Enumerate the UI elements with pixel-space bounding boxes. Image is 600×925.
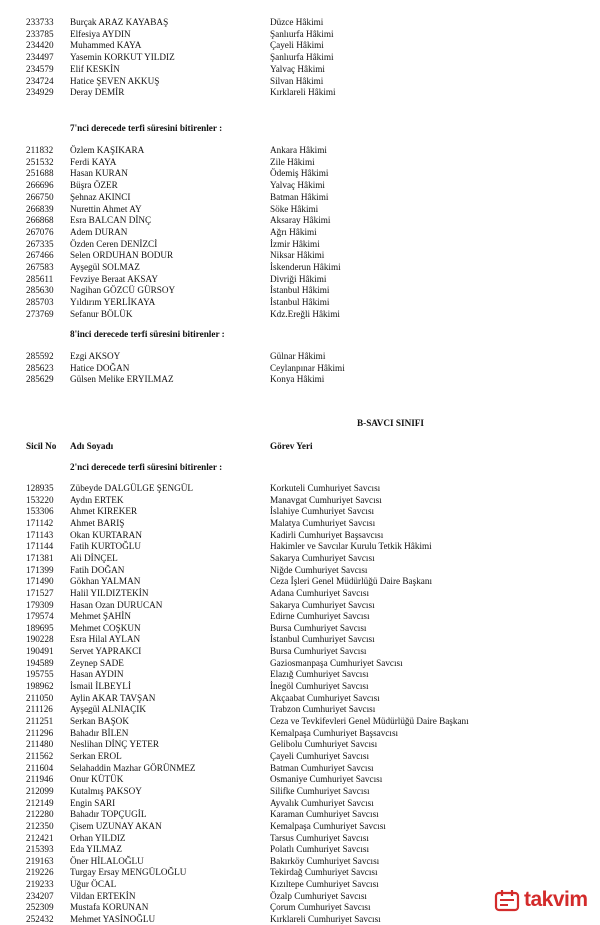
sicil-number: 171144 bbox=[26, 541, 54, 552]
sicil-number: 285630 bbox=[26, 285, 54, 296]
takvim-watermark bbox=[494, 886, 594, 916]
sicil-number: 211562 bbox=[26, 750, 54, 761]
person-name: Zeynep SADE bbox=[70, 657, 124, 668]
duty-place: Niğde Cumhuriyet Savcısı bbox=[270, 564, 368, 575]
list-item bbox=[0, 750, 600, 762]
list-item bbox=[0, 843, 600, 855]
person-name: Ahmet KIREKER bbox=[70, 506, 138, 517]
sicil-number: 252309 bbox=[26, 902, 54, 913]
person-name: Elif KESKİN bbox=[70, 63, 120, 74]
person-name: Mehmet YASİNOĞLU bbox=[70, 914, 156, 925]
list-item bbox=[0, 16, 600, 28]
person-name: Muhammed KAYA bbox=[70, 40, 142, 51]
list-item bbox=[0, 727, 600, 739]
person-name: Mustafa KORUNAN bbox=[70, 902, 149, 913]
list-item bbox=[0, 610, 600, 622]
list-item bbox=[0, 75, 600, 87]
person-name: Sefanur BÖLÜK bbox=[70, 308, 133, 319]
person-name: Öner HİLALOĞLU bbox=[70, 855, 144, 866]
duty-place: Bakırköy Cumhuriyet Savcısı bbox=[270, 855, 380, 866]
duty-place: Akçaabat Cumhuriyet Savcısı bbox=[270, 692, 380, 703]
list-item bbox=[0, 86, 600, 98]
person-name: Eda YILMAZ bbox=[70, 844, 122, 855]
duty-place: Yalvaç Hâkimi bbox=[270, 63, 325, 74]
list-item bbox=[0, 633, 600, 645]
sicil-number: 285623 bbox=[26, 362, 54, 373]
person-name: Serkan EROL bbox=[70, 750, 122, 761]
person-name: Burçak ARAZ KAYABAŞ bbox=[70, 17, 169, 27]
sicil-number: 233733 bbox=[26, 17, 54, 27]
list-item bbox=[0, 785, 600, 797]
person-name: Hasan AYDIN bbox=[70, 669, 124, 680]
sicil-number: 179574 bbox=[26, 611, 54, 622]
duty-place: Osmaniye Cumhuriyet Savcısı bbox=[270, 774, 383, 785]
sicil-number: 234724 bbox=[26, 75, 54, 86]
duty-place: Gaziosmanpaşa Cumhuriyet Savcısı bbox=[270, 657, 403, 668]
sicil-number: 198962 bbox=[26, 681, 54, 692]
person-name: Çisem UZUNAY AKAN bbox=[70, 820, 162, 831]
duty-place: Tekirdağ Cumhuriyet Savcısı bbox=[270, 867, 378, 878]
duty-place: Silifke Cumhuriyet Savcısı bbox=[270, 785, 370, 796]
list-item bbox=[0, 645, 600, 657]
duty-place: Manavgat Cumhuriyet Savcısı bbox=[270, 494, 382, 505]
duty-place: Kemalpaşa Cumhuriyet Savcısı bbox=[270, 820, 386, 831]
person-name: Özlem KAŞIKARA bbox=[70, 145, 145, 155]
sicil-number: 171399 bbox=[26, 564, 54, 575]
sicil-number: 252432 bbox=[26, 914, 54, 925]
duty-place: Batman Cumhuriyet Savcısı bbox=[270, 762, 374, 773]
list-item bbox=[0, 373, 600, 385]
sicil-number: 211050 bbox=[26, 692, 54, 703]
duty-place: Malatya Cumhuriyet Savcısı bbox=[270, 517, 376, 528]
watermark-text: takvim bbox=[524, 888, 588, 911]
sicil-number: 211946 bbox=[26, 774, 54, 785]
list-item bbox=[0, 203, 600, 215]
person-name: Okan KURTARAN bbox=[70, 529, 142, 540]
sicil-number: 179309 bbox=[26, 599, 54, 610]
sicil-number: 190228 bbox=[26, 634, 54, 645]
list-item bbox=[0, 703, 600, 715]
duty-place: Yalvaç Hâkimi bbox=[270, 180, 325, 191]
sicil-number: 234929 bbox=[26, 87, 54, 98]
person-name: Esra Hilal AYLAN bbox=[70, 634, 141, 645]
person-name: Onur KÜTÜK bbox=[70, 774, 124, 785]
list-item bbox=[0, 552, 600, 564]
list-item bbox=[0, 51, 600, 63]
list-item bbox=[0, 599, 600, 611]
person-name: Zübeyde DALGÜLGE ŞENGÜL bbox=[70, 483, 193, 493]
duty-place: İstanbul Hâkimi bbox=[270, 297, 330, 308]
sicil-number: 251532 bbox=[26, 156, 54, 167]
duty-place: Kırklareli Cumhuriyet Savcısı bbox=[270, 914, 381, 925]
person-name: Ferdi KAYA bbox=[70, 156, 117, 167]
sicil-number: 153220 bbox=[26, 494, 54, 505]
person-name: Bahadır TOPÇUGİL bbox=[70, 809, 147, 820]
person-name: Gülsen Melike ERYILMAZ bbox=[70, 374, 174, 385]
duty-place: Ceza ve Tevkifevleri Genel Müdürlüğü Daire Başkanı bbox=[270, 716, 469, 726]
person-name: Yıldırım YERLİKAYA bbox=[70, 297, 156, 308]
duty-place: Kırklareli Hâkimi bbox=[270, 87, 336, 98]
duty-place: Çayeli Hâkimi bbox=[270, 40, 324, 51]
person-name: Orhan YILDIZ bbox=[70, 832, 126, 843]
duty-place: Şanlıurfa Hâkimi bbox=[270, 28, 334, 39]
list-item bbox=[0, 191, 600, 203]
list-item bbox=[0, 622, 600, 634]
list-item bbox=[0, 167, 600, 179]
sicil-number: 212149 bbox=[26, 797, 54, 808]
column-header-place: Görev Yeri bbox=[270, 441, 313, 451]
sicil-number: 285629 bbox=[26, 374, 54, 385]
list-item bbox=[0, 808, 600, 820]
person-name: Ezgi AKSOY bbox=[70, 351, 121, 361]
list-item bbox=[0, 540, 600, 552]
person-name: Elfesiya AYDIN bbox=[70, 28, 131, 39]
list-item bbox=[0, 820, 600, 832]
column-header-sicil: Sicil No bbox=[26, 441, 57, 451]
duty-place: Ağrı Hâkimi bbox=[270, 226, 317, 237]
sicil-number: 251688 bbox=[26, 168, 54, 179]
duty-place: Trabzon Cumhuriyet Savcısı bbox=[270, 704, 376, 715]
duty-place: Elazığ Cumhuriyet Savcısı bbox=[270, 669, 369, 680]
duty-place: Konya Hâkimi bbox=[270, 374, 325, 385]
duty-place: İstanbul Cumhuriyet Savcısı bbox=[270, 634, 375, 645]
duty-place: Silvan Hâkimi bbox=[270, 75, 324, 86]
list-item bbox=[0, 587, 600, 599]
duty-place: Polatlı Cumhuriyet Savcısı bbox=[270, 844, 370, 855]
sicil-number: 267076 bbox=[26, 226, 54, 237]
list-item bbox=[0, 308, 600, 320]
duty-place: Edirne Cumhuriyet Savcısı bbox=[270, 611, 370, 622]
person-name: Nurettin Ahmet AY bbox=[70, 203, 142, 214]
list-item bbox=[0, 214, 600, 226]
list-item bbox=[0, 179, 600, 191]
list-item bbox=[0, 797, 600, 809]
duty-place: Ceza İşleri Genel Müdürlüğü Daire Başkanı bbox=[270, 576, 433, 587]
duty-place: Hakimler ve Savcılar Kurulu Tetkik Hâkimi bbox=[270, 541, 432, 552]
sicil-number: 211251 bbox=[26, 716, 54, 726]
duty-place: Sakarya Cumhuriyet Savcısı bbox=[270, 552, 375, 563]
sicil-number: 128935 bbox=[26, 483, 54, 493]
person-name: Hatice DOĞAN bbox=[70, 362, 130, 373]
list-item bbox=[0, 517, 600, 529]
sicil-number: 267583 bbox=[26, 262, 54, 272]
person-name: Selen ORDUHAN BODUR bbox=[70, 250, 174, 261]
duty-place: Niksar Hâkimi bbox=[270, 250, 325, 261]
list-item bbox=[0, 362, 600, 374]
sicil-number: 211126 bbox=[26, 704, 53, 715]
sicil-number: 171143 bbox=[26, 529, 54, 540]
heading-8th-degree: 8'inci derecede terfi süresini bitirenler : bbox=[70, 329, 225, 339]
sicil-number: 212421 bbox=[26, 832, 54, 843]
duty-place: İskenderun Hâkimi bbox=[270, 262, 341, 272]
list-item bbox=[0, 482, 600, 494]
duty-place: Ankara Hâkimi bbox=[270, 145, 327, 155]
duty-place: Gelibolu Cumhuriyet Savcısı bbox=[270, 739, 378, 750]
sicil-number: 215393 bbox=[26, 844, 54, 855]
list-item bbox=[0, 762, 600, 774]
sicil-number: 171381 bbox=[26, 552, 54, 563]
duty-place: Gülnar Hâkimi bbox=[270, 351, 326, 361]
person-name: Şehnaz AKINCI bbox=[70, 191, 131, 202]
duty-place: Özalp Cumhuriyet Savcısı bbox=[270, 890, 367, 901]
person-name: Adem DURAN bbox=[70, 226, 128, 237]
duty-place: Kızıltepe Cumhuriyet Savcısı bbox=[270, 879, 379, 890]
list-item bbox=[0, 715, 600, 727]
sicil-number: 234420 bbox=[26, 40, 54, 51]
duty-place: Divriği Hâkimi bbox=[270, 273, 327, 284]
person-name: Ayşegül ALNIAÇIK bbox=[70, 704, 146, 715]
person-name: Büşra ÖZER bbox=[70, 180, 118, 191]
heading-7th-degree: 7'nci derecede terfi süresini bitirenler : bbox=[70, 123, 223, 133]
list-item bbox=[0, 692, 600, 704]
person-name: Hasan Ozan DURUCAN bbox=[70, 599, 163, 610]
person-name: Ahmet BARIŞ bbox=[70, 517, 125, 528]
list-item bbox=[0, 63, 600, 75]
sicil-number: 266839 bbox=[26, 203, 54, 214]
list-item bbox=[0, 144, 600, 156]
list-item bbox=[0, 28, 600, 40]
sicil-number: 266750 bbox=[26, 191, 54, 202]
sicil-number: 234579 bbox=[26, 63, 54, 74]
list-item bbox=[0, 738, 600, 750]
sicil-number: 285611 bbox=[26, 273, 54, 284]
person-name: Aylin AKAR TAVŞAN bbox=[70, 692, 156, 703]
duty-place: İstanbul Hâkimi bbox=[270, 285, 330, 296]
person-name: İsmail İLBEYLİ bbox=[70, 681, 131, 692]
sicil-number: 212280 bbox=[26, 809, 54, 820]
list-item bbox=[0, 494, 600, 506]
person-name: Bahadır BİLEN bbox=[70, 727, 129, 738]
duty-place: Çayeli Cumhuriyet Savcısı bbox=[270, 750, 370, 761]
person-name: Servet YAPRAKCI bbox=[70, 646, 142, 657]
duty-place: Şanlıurfa Hâkimi bbox=[270, 52, 334, 63]
person-name: Esra BALCAN DİNÇ bbox=[70, 215, 152, 226]
duty-place: Karaman Cumhuriyet Savcısı bbox=[270, 809, 379, 820]
person-name: Fatih KURTOĞLU bbox=[70, 541, 141, 552]
list-item bbox=[0, 226, 600, 238]
heading-2nd-degree: 2'nci derecede terfi süresini bitirenler : bbox=[70, 462, 223, 472]
list-item bbox=[0, 261, 600, 273]
list-item bbox=[0, 238, 600, 250]
sicil-number: 266868 bbox=[26, 215, 54, 226]
person-name: Selahaddin Mazhar GÖRÜNMEZ bbox=[70, 762, 196, 773]
person-name: Halil YILDIZTEKİN bbox=[70, 587, 149, 598]
sicil-number: 267335 bbox=[26, 238, 54, 249]
duty-place: Çorum Cumhuriyet Savcısı bbox=[270, 902, 371, 913]
list-item bbox=[0, 350, 600, 362]
sicil-number: 212350 bbox=[26, 820, 54, 831]
person-name: Ali DİNÇEL bbox=[70, 552, 118, 563]
takvim-logo-icon bbox=[494, 889, 522, 913]
list-item bbox=[0, 284, 600, 296]
sicil-number: 285592 bbox=[26, 351, 54, 361]
duty-place: Düzce Hâkimi bbox=[270, 17, 324, 27]
sicil-number: 171490 bbox=[26, 576, 54, 587]
list-item bbox=[0, 273, 600, 285]
person-name: Aydın ERTEK bbox=[70, 494, 124, 505]
list-item bbox=[0, 657, 600, 669]
list-item bbox=[0, 156, 600, 168]
sicil-number: 171527 bbox=[26, 587, 54, 598]
duty-place: Sakarya Cumhuriyet Savcısı bbox=[270, 599, 375, 610]
duty-place: Adana Cumhuriyet Savcısı bbox=[270, 587, 370, 598]
sicil-number: 219233 bbox=[26, 879, 54, 890]
sicil-number: 267466 bbox=[26, 250, 54, 261]
person-name: Fatih DOĞAN bbox=[70, 564, 125, 575]
person-name: Fevziye Beraat AKSAY bbox=[70, 273, 158, 284]
list-item bbox=[0, 529, 600, 541]
person-name: Yasemin KORKUT YILDIZ bbox=[70, 52, 175, 63]
list-item bbox=[0, 680, 600, 692]
sicil-number: 189695 bbox=[26, 622, 54, 633]
column-header-name: Adı Soyadı bbox=[70, 441, 114, 451]
duty-place: Kemalpaşa Cumhuriyet Başsavcısı bbox=[270, 727, 399, 738]
sicil-number: 171142 bbox=[26, 517, 54, 528]
list-item bbox=[0, 668, 600, 680]
duty-place: Aksaray Hâkimi bbox=[270, 215, 331, 226]
duty-place: İslahiye Cumhuriyet Savcısı bbox=[270, 506, 375, 517]
duty-place: İnegöl Cumhuriyet Savcısı bbox=[270, 681, 369, 692]
sicil-number: 211604 bbox=[26, 762, 54, 773]
list-item bbox=[0, 505, 600, 517]
person-name: Mehmet ŞAHİN bbox=[70, 611, 131, 622]
sicil-number: 153306 bbox=[26, 506, 54, 517]
list-item bbox=[0, 832, 600, 844]
sicil-number: 266696 bbox=[26, 180, 54, 191]
sicil-number: 285703 bbox=[26, 297, 54, 308]
person-name: Nagihan GÖZCÜ GÜRSOY bbox=[70, 285, 176, 296]
sicil-number: 233785 bbox=[26, 28, 54, 39]
person-name: Vildan ERTEKİN bbox=[70, 890, 136, 901]
sicil-number: 211296 bbox=[26, 727, 54, 738]
list-item bbox=[0, 866, 600, 878]
person-name: Hatice ŞEVEN AKKUŞ bbox=[70, 75, 160, 86]
person-name: Gökhan YALMAN bbox=[70, 576, 141, 587]
list-item bbox=[0, 855, 600, 867]
duty-place: Korkuteli Cumhuriyet Savcısı bbox=[270, 483, 381, 493]
duty-place: Söke Hâkimi bbox=[270, 203, 319, 214]
duty-place: İzmir Hâkimi bbox=[270, 238, 320, 249]
sicil-number: 234207 bbox=[26, 890, 54, 901]
person-name: Turgay Ersay MENGÜLOĞLU bbox=[70, 867, 187, 878]
sicil-number: 194589 bbox=[26, 657, 54, 668]
person-name: Serkan BAŞOK bbox=[70, 716, 129, 726]
sicil-number: 195755 bbox=[26, 669, 54, 680]
duty-place: Bursa Cumhuriyet Savcısı bbox=[270, 646, 367, 657]
person-name: Özden Ceren DENİZCİ bbox=[70, 238, 158, 249]
list-item bbox=[0, 249, 600, 261]
duty-place: Zile Hâkimi bbox=[270, 156, 315, 167]
duty-place: Batman Hâkimi bbox=[270, 191, 329, 202]
section-b-title: B-SAVCI SINIFI bbox=[357, 418, 424, 428]
person-name: Ayşegül SOLMAZ bbox=[70, 262, 140, 272]
duty-place: Kdz.Ereğli Hâkimi bbox=[270, 308, 340, 319]
sicil-number: 211480 bbox=[26, 739, 54, 750]
sicil-number: 234497 bbox=[26, 52, 54, 63]
duty-place: Ceylanpınar Hâkimi bbox=[270, 362, 345, 373]
sicil-number: 219163 bbox=[26, 855, 54, 866]
person-name: Kutalmış PAKSOY bbox=[70, 785, 142, 796]
list-item bbox=[0, 773, 600, 785]
sicil-number: 273769 bbox=[26, 308, 54, 319]
list-item bbox=[0, 296, 600, 308]
duty-place: Ayvalık Cumhuriyet Savcısı bbox=[270, 797, 374, 808]
list-item bbox=[0, 575, 600, 587]
person-name: Engin SARI bbox=[70, 797, 116, 808]
sicil-number: 212099 bbox=[26, 785, 54, 796]
person-name: Deray DEMİR bbox=[70, 87, 125, 98]
person-name: Mehmet COŞKUN bbox=[70, 622, 141, 633]
person-name: Uğur ÖCAL bbox=[70, 879, 117, 890]
person-name: Neslihan DİNÇ YETER bbox=[70, 739, 159, 750]
sicil-number: 211832 bbox=[26, 145, 54, 155]
list-item bbox=[0, 39, 600, 51]
person-name: Hasan KURAN bbox=[70, 168, 128, 179]
duty-place: Bursa Cumhuriyet Savcısı bbox=[270, 622, 367, 633]
duty-place: Kadirli Cumhuriyet Başsavcısı bbox=[270, 529, 384, 540]
list-item bbox=[0, 564, 600, 576]
sicil-number: 190491 bbox=[26, 646, 54, 657]
sicil-number: 219226 bbox=[26, 867, 54, 878]
duty-place: Tarsus Cumhuriyet Savcısı bbox=[270, 832, 369, 843]
duty-place: Ödemiş Hâkimi bbox=[270, 168, 329, 179]
